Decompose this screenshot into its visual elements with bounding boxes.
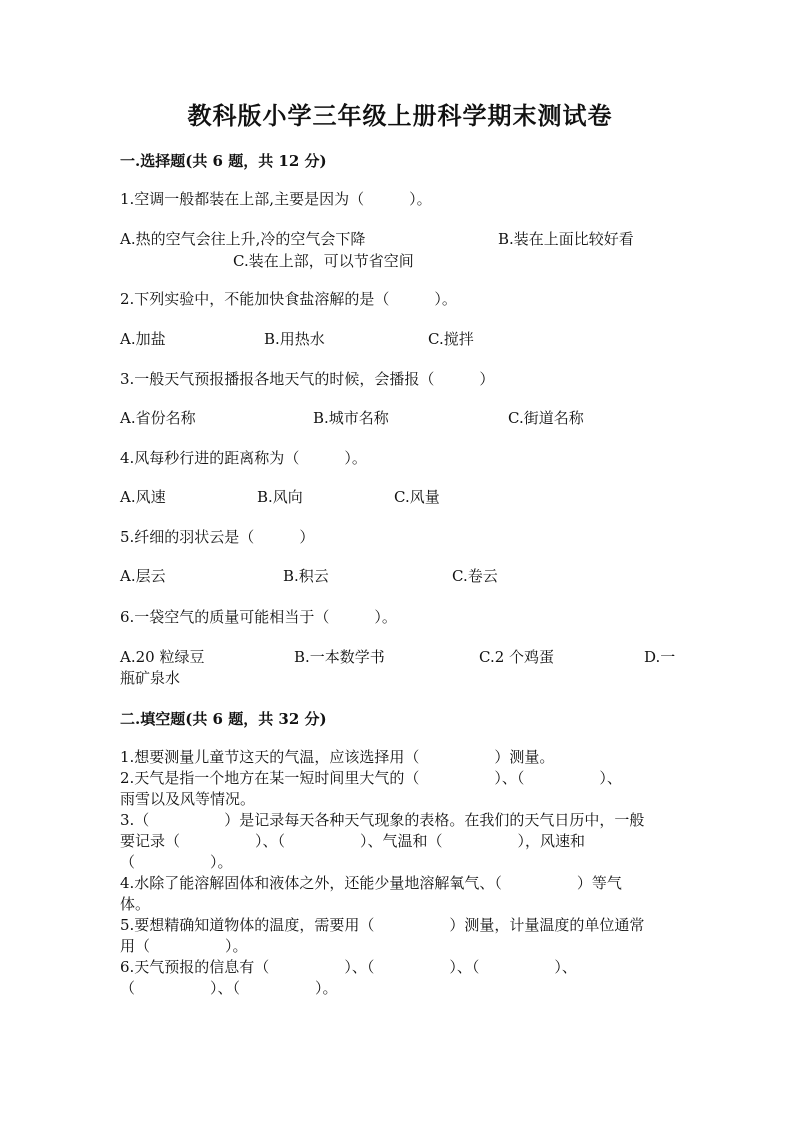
option-b: B.装在上面比较好看 bbox=[498, 230, 634, 248]
option-d-continued: 瓶矿泉水 bbox=[120, 669, 181, 687]
fill-line: 3.（ ）是记录每天各种天气现象的表格。在我们的天气日历中，一般 bbox=[120, 811, 645, 829]
section-heading-fill: 二.填空题(共 6 题，共 32 分) bbox=[120, 710, 327, 728]
fill-line: 4.水除了能溶解固体和液体之外，还能少量地溶解氧气、（ ）等气 bbox=[120, 874, 622, 892]
fill-line: 雨雪以及风等情况。 bbox=[120, 790, 256, 808]
option-c: C.卷云 bbox=[452, 567, 498, 585]
option-c: C.街道名称 bbox=[508, 409, 584, 427]
page-title: 教科版小学三年级上册科学期末测试卷 bbox=[187, 101, 613, 130]
fill-line: 体。 bbox=[120, 895, 151, 913]
option-b: B.用热水 bbox=[264, 330, 325, 348]
option-c: C.搅拌 bbox=[428, 330, 474, 348]
option-a: A.省份名称 bbox=[120, 409, 196, 427]
option-a: A.层云 bbox=[120, 567, 166, 585]
option-a: A.风速 bbox=[120, 488, 166, 506]
question-stem: 6.一袋空气的质量可能相当于（ ）。 bbox=[120, 608, 397, 626]
option-a: A.20 粒绿豆 bbox=[120, 648, 205, 666]
option-c: C.风量 bbox=[394, 488, 440, 506]
option-b: B.风向 bbox=[257, 488, 303, 506]
fill-line: （ ）。 bbox=[120, 853, 233, 871]
fill-line: 1.想要测量儿童节这天的气温，应该选择用（ ）测量。 bbox=[120, 748, 555, 766]
fill-line: 6.天气预报的信息有（ ）、（ ）、（ ）、 bbox=[120, 958, 577, 976]
fill-line: 5.要想精确知道物体的温度，需要用（ ）测量，计量温度的单位通常 bbox=[120, 916, 645, 934]
option-b: B.积云 bbox=[283, 567, 329, 585]
fill-line: 用（ ）。 bbox=[120, 937, 248, 955]
question-stem: 1.空调一般都装在上部,主要是因为（ ）。 bbox=[120, 190, 432, 208]
fill-line: 要记录（ ）、（ ）、气温和（ ），风速和 bbox=[120, 832, 586, 850]
question-stem: 4.风每秒行进的距离称为（ ）。 bbox=[120, 449, 367, 467]
option-c: C.装在上部，可以节省空间 bbox=[233, 252, 414, 270]
option-b: B.城市名称 bbox=[313, 409, 389, 427]
question-stem: 2.下列实验中，不能加快食盐溶解的是（ ）。 bbox=[120, 290, 457, 308]
option-a: A.热的空气会往上升,冷的空气会下降 bbox=[120, 230, 366, 248]
fill-line: 2.天气是指一个地方在某一短时间里大气的（ ）、（ ）、 bbox=[120, 769, 622, 787]
section-heading-choice: 一.选择题(共 6 题，共 12 分) bbox=[120, 152, 327, 170]
option-c: C.2 个鸡蛋 bbox=[479, 648, 555, 666]
fill-line: （ ）、（ ）。 bbox=[120, 979, 338, 997]
option-d: D.一 bbox=[644, 648, 676, 666]
question-stem: 5.纤细的羽状云是（ ） bbox=[120, 528, 315, 546]
question-stem: 3.一般天气预报播报各地天气的时候，会播报（ ） bbox=[120, 370, 495, 388]
option-b: B.一本数学书 bbox=[294, 648, 385, 666]
option-a: A.加盐 bbox=[120, 330, 166, 348]
